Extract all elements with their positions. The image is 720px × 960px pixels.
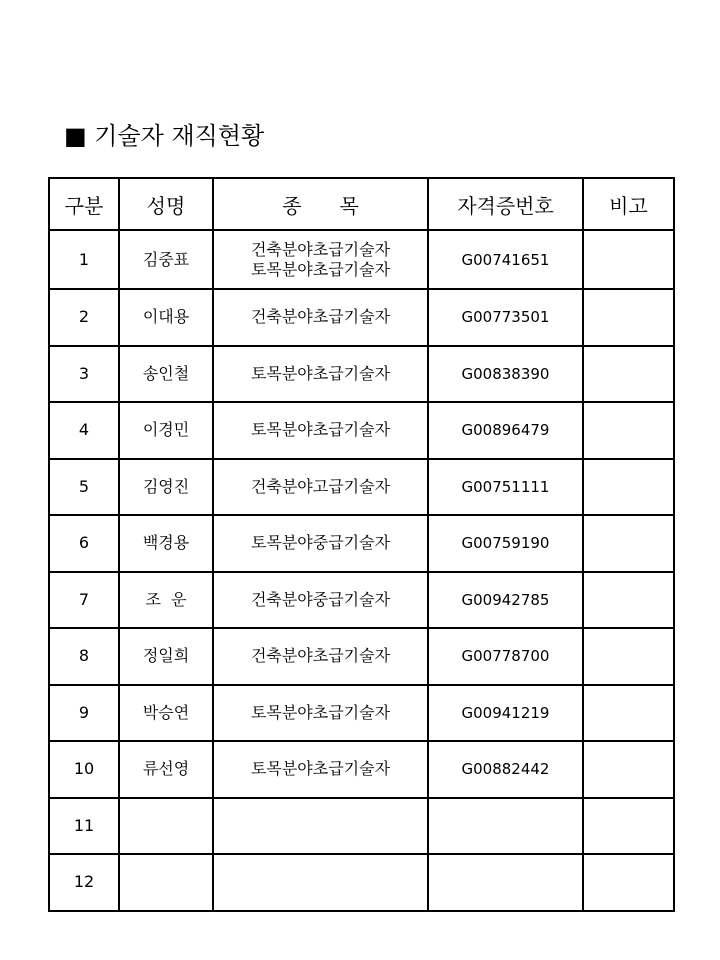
cell-name: 박승연 (119, 685, 213, 742)
cell-name: 이경민 (119, 402, 213, 459)
table-row (49, 346, 674, 403)
cell-field (213, 289, 428, 346)
cell-name: 이대용 (119, 289, 213, 346)
cell-remarks (583, 459, 674, 516)
field-line: 토목분야초급기술자 (250, 420, 391, 440)
cell-field (213, 230, 428, 289)
header-remarks: 비고 (583, 178, 674, 230)
cell-remarks (583, 402, 674, 459)
table-row (49, 628, 674, 685)
cell-field (213, 402, 428, 459)
field-line: 토목분야중급기술자 (250, 533, 391, 553)
cell-remarks (583, 741, 674, 798)
cell-name: 백경용 (119, 515, 213, 572)
table-row (49, 459, 674, 516)
cell-name: 조 운 (119, 572, 213, 629)
page-title: ■ 기술자 재직현황 (64, 122, 265, 150)
cell-name: 정일희 (119, 628, 213, 685)
table-row (49, 402, 674, 459)
cell-certificate-number: G00896479 (428, 402, 583, 459)
field-line: 토목분야초급기술자 (250, 363, 391, 383)
table-row (49, 289, 674, 346)
field-line: 토목분야초급기술자 (250, 759, 391, 779)
cell-division: 5 (49, 459, 119, 516)
table-row (49, 515, 674, 572)
table-row (49, 230, 674, 289)
cell-certificate-number: G00942785 (428, 572, 583, 629)
cell-certificate-number: G00838390 (428, 346, 583, 403)
cell-division: 11 (49, 798, 119, 855)
cell-division: 3 (49, 346, 119, 403)
cell-remarks (583, 628, 674, 685)
table-row (49, 572, 674, 629)
cell-certificate-number: G00941219 (428, 685, 583, 742)
cell-field (213, 346, 428, 403)
field-line: 건축분야초급기술자 (250, 646, 391, 666)
table-row (49, 741, 674, 798)
field-line: 건축분야초급기술자 (250, 239, 391, 259)
cell-remarks (583, 515, 674, 572)
cell-certificate-number (428, 798, 583, 855)
table-row (49, 685, 674, 742)
cell-name (119, 798, 213, 855)
cell-remarks (583, 230, 674, 289)
technician-employment-table (48, 177, 675, 912)
field-line: 건축분야초급기술자 (250, 307, 391, 327)
cell-field (213, 572, 428, 629)
header-field: 종 목 (213, 178, 428, 230)
cell-certificate-number: G00759190 (428, 515, 583, 572)
header-division: 구분 (49, 178, 119, 230)
cell-division: 1 (49, 230, 119, 289)
table-row (49, 854, 674, 911)
cell-division: 4 (49, 402, 119, 459)
table-header-row (49, 178, 674, 230)
cell-field (213, 741, 428, 798)
cell-division: 12 (49, 854, 119, 911)
cell-division: 10 (49, 741, 119, 798)
cell-field (213, 685, 428, 742)
cell-division: 7 (49, 572, 119, 629)
cell-division: 6 (49, 515, 119, 572)
cell-field (213, 798, 428, 855)
cell-name: 류선영 (119, 741, 213, 798)
cell-field (213, 515, 428, 572)
cell-certificate-number: G00882442 (428, 741, 583, 798)
cell-certificate-number: G00751111 (428, 459, 583, 516)
cell-field (213, 628, 428, 685)
cell-name (119, 854, 213, 911)
cell-certificate-number: G00778700 (428, 628, 583, 685)
cell-remarks (583, 346, 674, 403)
cell-division: 8 (49, 628, 119, 685)
cell-certificate-number: G00773501 (428, 289, 583, 346)
header-certificate-number: 자격증번호 (428, 178, 583, 230)
header-name: 성명 (119, 178, 213, 230)
cell-name: 김영진 (119, 459, 213, 516)
cell-certificate-number: G00741651 (428, 230, 583, 289)
cell-name: 송인철 (119, 346, 213, 403)
cell-remarks (583, 289, 674, 346)
field-line: 건축분야중급기술자 (250, 589, 391, 609)
table-row (49, 798, 674, 855)
cell-remarks (583, 854, 674, 911)
field-line: 토목분야초급기술자 (250, 702, 391, 722)
cell-remarks (583, 572, 674, 629)
field-line: 건축분야고급기술자 (250, 476, 391, 496)
cell-field (213, 459, 428, 516)
cell-remarks (583, 798, 674, 855)
cell-name: 김중표 (119, 230, 213, 289)
cell-certificate-number (428, 854, 583, 911)
table-body (49, 230, 674, 911)
field-line: 토목분야초급기술자 (250, 259, 391, 279)
cell-field (213, 854, 428, 911)
cell-division: 9 (49, 685, 119, 742)
cell-division: 2 (49, 289, 119, 346)
cell-remarks (583, 685, 674, 742)
